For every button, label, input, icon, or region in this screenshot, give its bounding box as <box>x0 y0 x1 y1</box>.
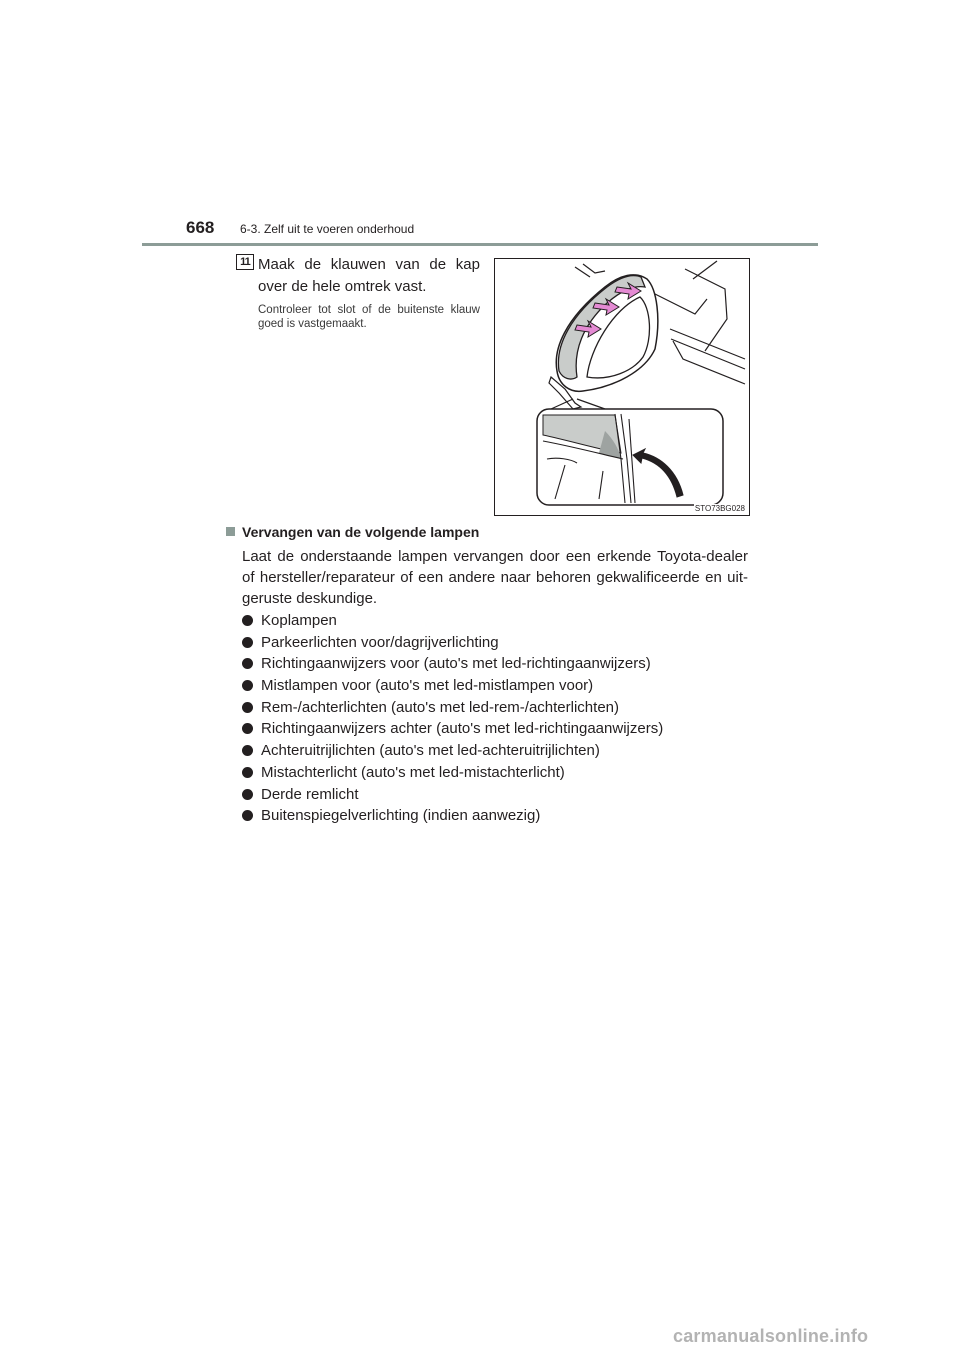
bullet-icon <box>242 767 253 778</box>
watermark: carmanualsonline.info <box>673 1326 869 1346</box>
bullet-icon <box>242 637 253 648</box>
list-item-text: Richtingaanwijzers achter (auto's met led-richtingaanwijzers) <box>261 720 664 738</box>
bullet-icon <box>242 702 253 713</box>
bullet-icon <box>242 615 253 626</box>
step-instruction: Maak de klauwen van de kap over de hele omtrek vast. <box>258 256 480 295</box>
bullet-icon <box>242 680 253 691</box>
list-item <box>242 805 663 827</box>
list-item <box>242 718 663 740</box>
bullet-icon <box>242 658 253 669</box>
list-item-text: Derde remlicht <box>261 785 359 803</box>
list-item-text: Achteruitrijlichten (auto's met led-achteruitrijlichten) <box>261 742 600 760</box>
mirror-drawing <box>495 259 751 517</box>
bullet-icon <box>242 745 253 756</box>
mirror-cover-illustration <box>494 258 750 516</box>
list-item <box>242 762 663 784</box>
list-item <box>242 740 663 762</box>
list-item-text: Mistachterlicht (auto's met led-mistachterlicht) <box>261 763 565 781</box>
bullet-icon <box>242 789 253 800</box>
list-item-text: Parkeerlichten voor/dagrijverlichting <box>261 633 499 651</box>
step-note: Controleer tot slot of de buitenste klauw goed is vastgemaakt. <box>258 304 480 330</box>
list-item-text: Mistlampen voor (auto's met led-mistlampen voor) <box>261 677 594 695</box>
section-heading <box>226 524 479 540</box>
list-item-text: Rem-/achterlichten (auto's met led-rem-/achterlichten) <box>261 698 619 716</box>
list-item <box>242 610 663 632</box>
page-number: 668 <box>186 218 215 237</box>
bullet-icon <box>242 810 253 821</box>
list-item-text: Koplampen <box>261 612 337 629</box>
section-paragraph: Laat de onderstaande lampen vervangen door een erkende Toyota-dealer of hersteller/reparateur of een andere naar behoren gekwalificeerde en uit-geruste deskundige. <box>242 548 748 607</box>
square-bullet-icon <box>226 527 235 536</box>
header-divider <box>142 243 818 246</box>
list-item-text: Buitenspiegelverlichting (indien aanwezig) <box>261 807 541 825</box>
list-item <box>242 784 663 806</box>
list-item <box>242 632 663 654</box>
list-item-text: Richtingaanwijzers voor (auto's met led-richtingaanwijzers) <box>261 655 651 673</box>
figure-code: STO73BG028 <box>694 504 745 513</box>
list-item <box>242 653 663 675</box>
step-number-badge: 11 <box>236 254 254 270</box>
section-heading-text: Vervangen van de volgende lampen <box>242 524 480 540</box>
list-item <box>242 697 663 719</box>
list-item <box>242 675 663 697</box>
lamp-list <box>242 610 663 827</box>
section-title: 6-3. Zelf uit te voeren onderhoud <box>240 222 415 236</box>
bullet-icon <box>242 723 253 734</box>
